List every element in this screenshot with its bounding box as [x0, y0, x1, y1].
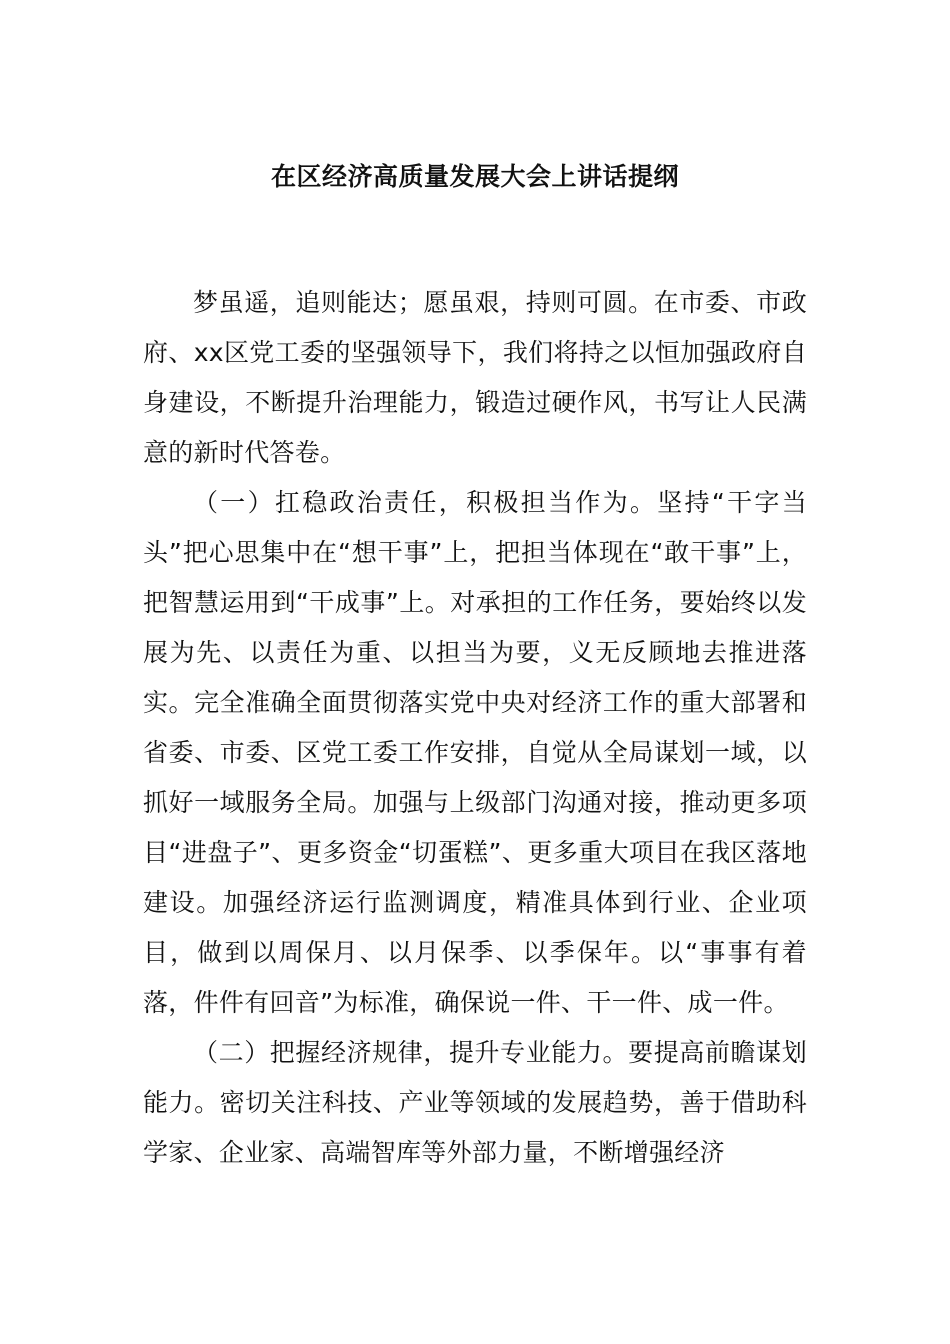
- document-body: [143, 278, 807, 1178]
- paragraph-section-2: （二）把握经济规律，提升专业能力。要提高前瞻谋划能力。密切关注科技、产业等领域的发展趋势，善于借助科学家、企业家、高端智库等外部力量，不断增强经济: [143, 1038, 807, 1167]
- document-title: 在区经济高质量发展大会上讲话提纲: [270, 162, 679, 191]
- paragraph-section-1: （一）扛稳政治责任，积极担当作为。坚持“干字当头”把心思集中在“想干事”上，把担当体现在“敢干事”上，把智慧运用到“干成事”上。对承担的工作任务，要始终以发展为先、以责任为重、以担当为要，义无反顾地去推进落实。完全准确全面贯彻落实党中央对经济工作的重大部署和省委、市委、区党工委工作安排，自觉从全局谋划一域，以抓好一域服务全局。加强与上级部门沟通对接，推动更多项目“进盘子”、更多资金“切蛋糕”、更多重大项目在我区落地建设。加强经济运行监测调度，精准具体到行业、企业项目，做到以周保月、以月保季、以季保年。以“事事有着落，件件有回音”为标准，确保说一件、干一件、成一件。: [143, 488, 807, 1017]
- paragraph-intro: 梦虽遥，追则能达；愿虽艰，持则可圆。在市委、市政府、xx区党工委的坚强领导下，我们将持之以恒加强政府自身建设，不断提升治理能力，锻造过硬作风，书写让人民满意的新时代答卷。: [143, 288, 807, 467]
